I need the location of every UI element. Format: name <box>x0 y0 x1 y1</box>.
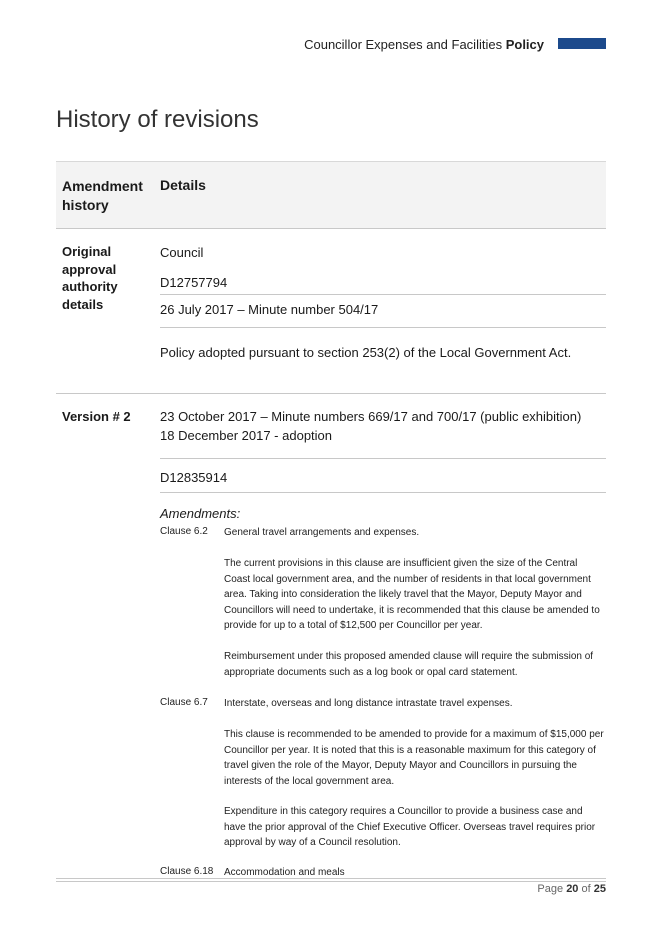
footer-divider <box>56 878 606 879</box>
table-header-row <box>56 161 606 229</box>
clause-paragraph: The current provisions in this clause are insufficient given the size of the Central Coast local government area, and the number of residents in that local government area. Taking into consideration the likely travel that the Mayor, Deputy Mayor and Councillors will need to undertake, it is recommended that this clause be amended to provide for up to a total of $12,500 per Councillor per year. <box>224 558 600 631</box>
original-doc-number: D12757794 <box>160 273 606 295</box>
clause-paragraph: Reimbursement under this proposed amended clause will require the submission of appropriate documents such as a log book or opal card statement. <box>224 651 594 678</box>
clause-title: General travel arrangements and expenses. <box>224 527 420 538</box>
page-total: 25 <box>593 883 606 895</box>
version2-date-line1: 23 October 2017 – Minute numbers 669/17 and 700/17 (public exhibition) <box>160 409 582 424</box>
page-of: of <box>581 883 591 895</box>
page-word: Page <box>537 883 564 895</box>
original-note: Policy adopted pursuant to section 253(2) of the Local Government Act. <box>160 345 572 360</box>
row-label-version-2: Version # 2 <box>62 409 131 424</box>
clause-paragraph: Expenditure in this category requires a Councillor to provide a business case and have the prior approval of the Chief Executive Officer. Overseas travel requires prior approval by way of a Council resolution. <box>224 806 596 848</box>
revisions-table <box>56 161 606 882</box>
clause-paragraph: This clause is recommended to be amended to provide for a maximum of $15,000 per Councillor per year. It is noted that this is a reasonable maximum for this category of travel given the role of the Mayor, Deputy Mayor and Councillors in pursuing the interests of the local government area. <box>224 729 604 787</box>
original-date: 26 July 2017 – Minute number 504/17 <box>160 298 606 328</box>
table-row-version-2 <box>56 394 606 882</box>
clause-title: Interstate, overseas and long distance intrastate travel expenses. <box>224 698 513 709</box>
original-authority: Council <box>160 245 204 260</box>
clause-number: Clause 6.2 <box>160 526 208 537</box>
clause-number: Clause 6.7 <box>160 697 208 708</box>
version2-date-line2: 18 December 2017 - adoption <box>160 426 606 459</box>
clause-number: Clause 6.18 <box>160 866 214 877</box>
header-accent-bar <box>558 38 606 49</box>
header-title-prefix: Councillor Expenses and Facilities <box>304 37 503 52</box>
col-header-details: Details <box>160 177 206 193</box>
document-header-title <box>304 37 544 52</box>
amendments-heading: Amendments: <box>160 506 241 521</box>
row-label-original: Original approval authority details <box>62 244 118 312</box>
page-number <box>537 883 606 895</box>
page-title: History of revisions <box>56 106 259 133</box>
header-title-bold: Policy <box>505 37 544 52</box>
table-row-original <box>56 229 606 394</box>
version2-doc-number: D12835914 <box>160 466 606 493</box>
clause-title: Accommodation and meals <box>224 867 345 878</box>
col-header-amendment-history: Amendment history <box>62 178 143 213</box>
page-current: 20 <box>566 883 579 895</box>
